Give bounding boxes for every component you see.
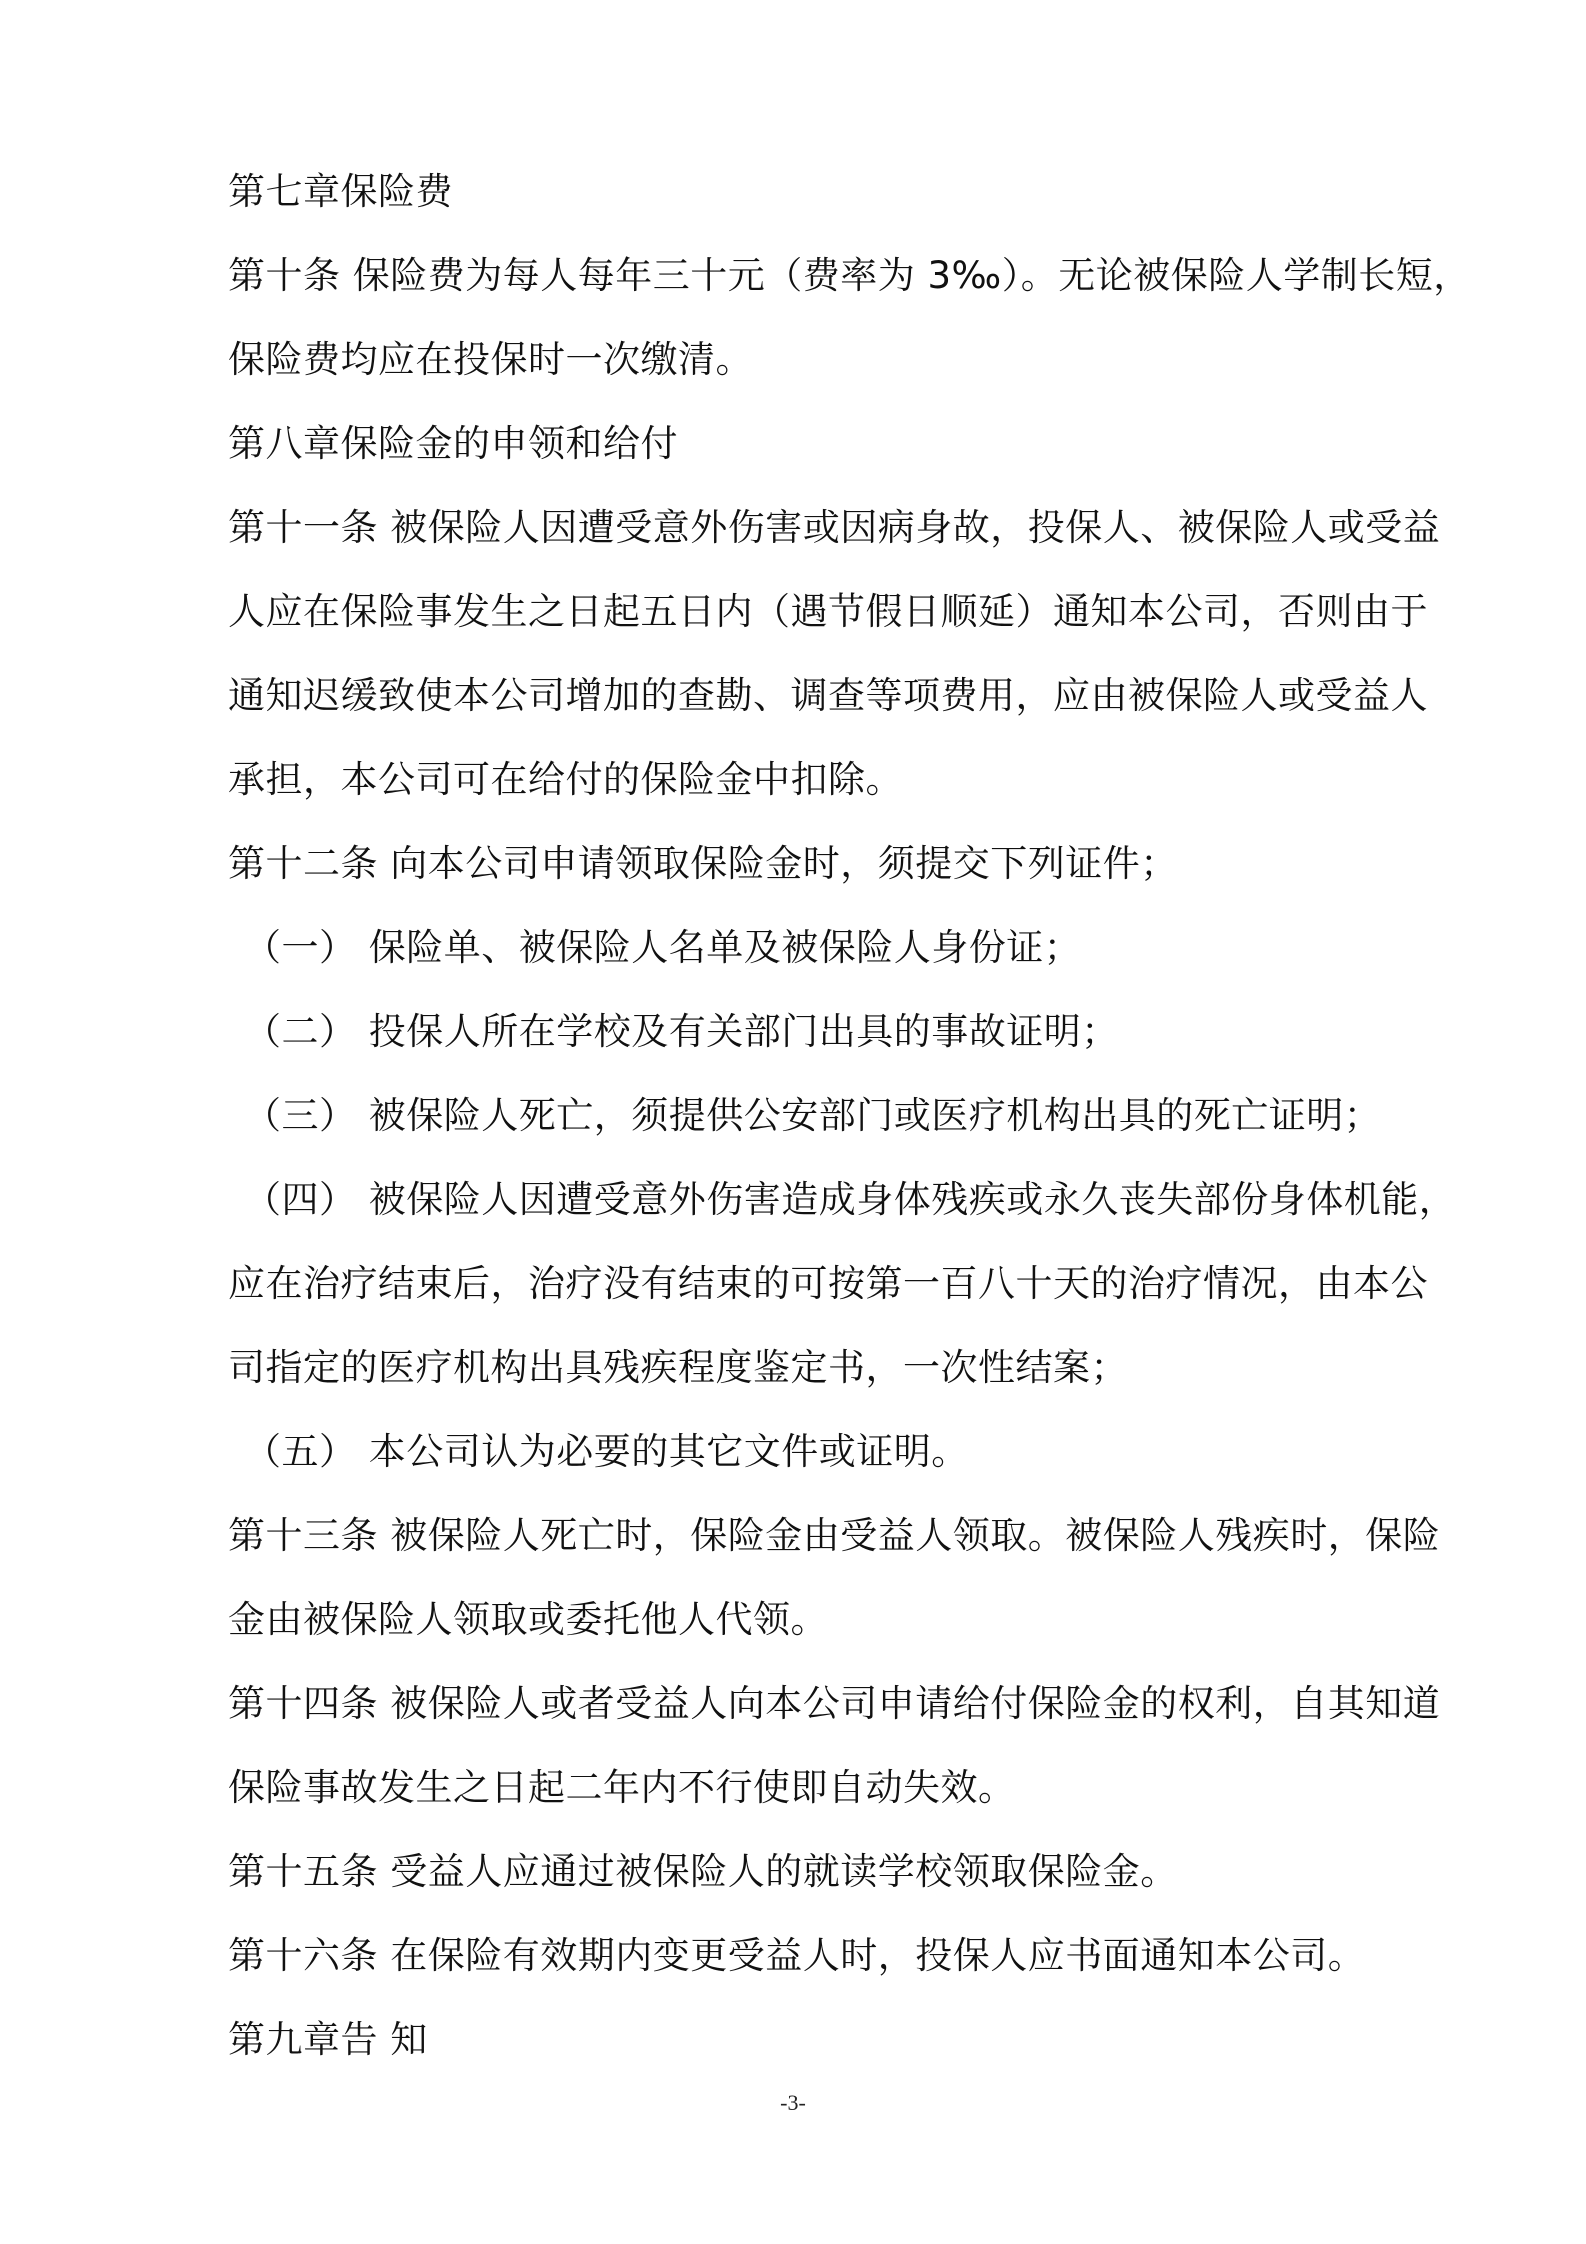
article-11-line-3: 通知迟缓致使本公司增加的查勘、调查等项费用，应由被保险人或受益人 <box>228 674 1428 717</box>
chapter-8-heading: 第八章保险金的申领和给付 <box>228 422 678 465</box>
document-body <box>228 150 1471 2082</box>
article-11-line-4: 承担，本公司可在给付的保险金中扣除。 <box>228 758 903 801</box>
chapter-9-heading: 第九章告 知 <box>228 2018 428 2061</box>
article-12-line-1: 第十二条 向本公司申请领取保险金时，须提交下列证件； <box>228 842 1178 885</box>
article-12-item-1: （一） 保险单、被保险人名单及被保险人身份证； <box>244 926 1082 969</box>
article-12-item-3: （三） 被保险人死亡，须提供公安部门或医疗机构出具的死亡证明； <box>244 1094 1382 1137</box>
article-13-line-1: 第十三条 被保险人死亡时，保险金由受益人领取。被保险人残疾时，保险 <box>228 1514 1441 1557</box>
article-12-item-5: （五） 本公司认为必要的其它文件或证明。 <box>244 1430 969 1473</box>
chapter-7-heading: 第七章保险费 <box>228 170 453 213</box>
article-15-line-1: 第十五条 受益人应通过被保险人的就读学校领取保险金。 <box>228 1850 1178 1893</box>
article-11-line-2: 人应在保险事发生之日起五日内（遇节假日顺延）通知本公司，否则由于 <box>228 590 1428 633</box>
article-14-line-2: 保险事故发生之日起二年内不行使即自动失效。 <box>228 1766 1016 1809</box>
article-12-item-4-line-2: 应在治疗结束后，治疗没有结束的可按第一百八十天的治疗情况，由本公 <box>228 1262 1428 1305</box>
page-number: -3- <box>780 2090 806 2115</box>
article-10-line-1: 第十条 保险费为每人每年三十元（费率为 3‰）。无论被保险人学制长短， <box>228 254 1471 297</box>
article-10-line-2: 保险费均应在投保时一次缴清。 <box>228 338 753 381</box>
article-11-line-1: 第十一条 被保险人因遭受意外伤害或因病身故，投保人、被保险人或受益 <box>228 506 1441 549</box>
article-12-item-4-line-1: （四） 被保险人因遭受意外伤害造成身体残疾或永久丧失部份身体机能， <box>244 1178 1457 1221</box>
article-16-line-1: 第十六条 在保险有效期内变更受益人时，投保人应书面通知本公司。 <box>228 1934 1366 1977</box>
article-13-line-2: 金由被保险人领取或委托他人代领。 <box>228 1598 828 1641</box>
article-12-item-2: （二） 投保人所在学校及有关部门出具的事故证明； <box>244 1010 1119 1053</box>
article-14-line-1: 第十四条 被保险人或者受益人向本公司申请给付保险金的权利，自其知道 <box>228 1682 1441 1725</box>
article-12-item-4-line-3: 司指定的医疗机构出具残疾程度鉴定书，一次性结案； <box>228 1346 1128 1389</box>
